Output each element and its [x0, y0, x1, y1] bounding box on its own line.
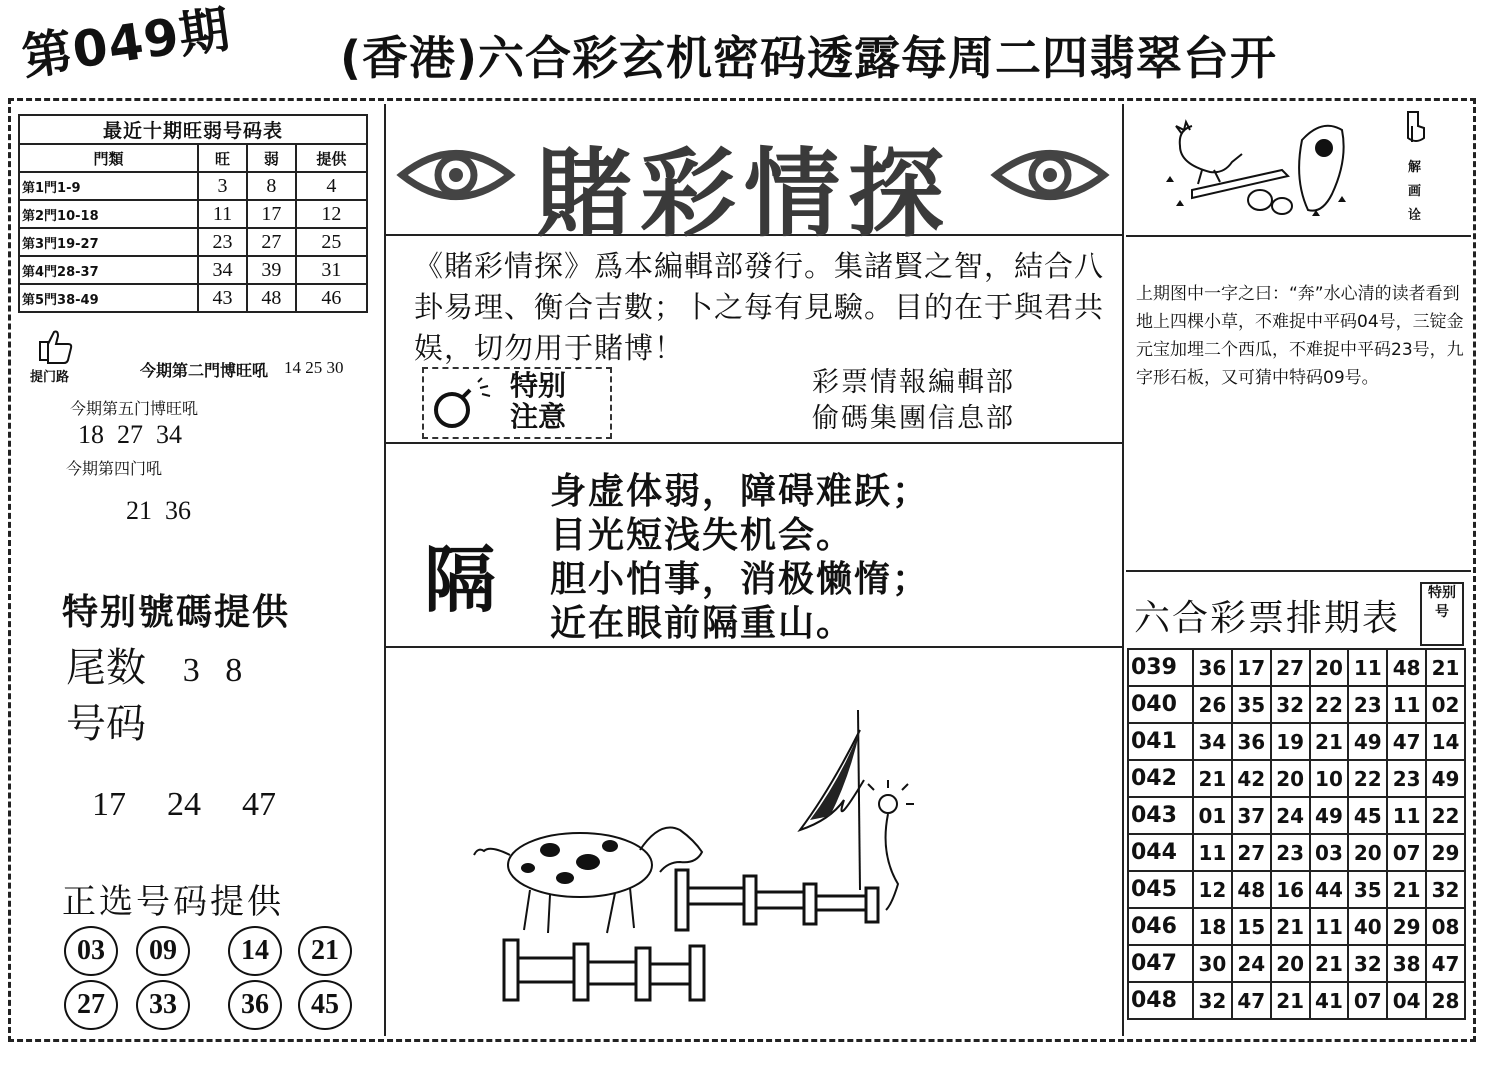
stats-column-header: 弱 [247, 144, 296, 172]
stats-gate: 第1門1-9 [19, 172, 198, 200]
thumb-icon [34, 324, 74, 364]
poem-line: 胆小怕事，消极懒惰； [550, 559, 931, 600]
schedule-issue: 048 [1128, 982, 1193, 1019]
schedule-special-number: 22 [1426, 797, 1465, 834]
schedule-number: 17 [1232, 649, 1271, 686]
schedule-row [1128, 945, 1465, 982]
stats-gate: 第5門38-49 [19, 284, 198, 312]
tail-row [66, 636, 242, 693]
schedule-number: 20 [1310, 649, 1349, 686]
schedule-row [1128, 723, 1465, 760]
schedule-number: 27 [1271, 649, 1310, 686]
number-ball: 21 [298, 926, 352, 976]
schedule-issue: 045 [1128, 871, 1193, 908]
schedule-number: 23 [1348, 686, 1387, 723]
schedule-number: 21 [1310, 945, 1349, 982]
schedule-number: 32 [1348, 945, 1387, 982]
number-ball: 09 [136, 926, 190, 976]
notice-text [510, 370, 566, 432]
tail-nums: 3 8 [182, 652, 243, 689]
schedule-number: 34 [1193, 723, 1232, 760]
notice-line1: 特别 [510, 369, 567, 402]
poem-line: 近在眼前隔重山。 [550, 603, 855, 644]
stats-row [19, 284, 367, 312]
schedule-number: 37 [1232, 797, 1271, 834]
divider-intro [384, 442, 1122, 444]
schedule-number: 01 [1193, 797, 1232, 834]
stats-provide: 25 [296, 228, 367, 256]
department-2: 偷碼集團信息部 [812, 403, 1015, 434]
schedule-number: 47 [1387, 723, 1426, 760]
poem-line: 身虚体弱，障碍难跃； [550, 471, 931, 512]
number-ball: 33 [136, 980, 190, 1030]
pig-fence-illustration [470, 690, 950, 1010]
divider-right [1122, 104, 1124, 1036]
divider-picture [1126, 235, 1471, 237]
schedule-special-number: 32 [1426, 871, 1465, 908]
stats-weak: 48 [247, 284, 296, 312]
divider-left [384, 104, 386, 1036]
schedule-number: 07 [1387, 834, 1426, 871]
stats-row [19, 228, 367, 256]
schedule-number: 29 [1387, 908, 1426, 945]
schedule-number: 27 [1232, 834, 1271, 871]
schedule-special-number: 28 [1426, 982, 1465, 1019]
schedule-number: 20 [1271, 945, 1310, 982]
number-ball: 27 [64, 980, 118, 1030]
line3-nums: 21 36 [126, 496, 191, 525]
page-title: (香港)六合彩玄机密码透露每周二四翡翠台开 [340, 31, 1278, 85]
schedule-special-label: 特别号 [1420, 582, 1464, 646]
schedule-number: 44 [1310, 871, 1349, 908]
schedule-number: 23 [1271, 834, 1310, 871]
divider-hint [1126, 570, 1471, 572]
special-number-heading: 特别號碼提供 [62, 592, 291, 633]
schedule-row [1128, 834, 1465, 871]
schedule-number: 10 [1310, 760, 1349, 797]
schedule-title: 六合彩票排期表 [1134, 598, 1401, 639]
schedule-special-number: 14 [1426, 723, 1465, 760]
schedule-row [1128, 760, 1465, 797]
schedule-number: 48 [1232, 871, 1271, 908]
schedule-number: 20 [1348, 834, 1387, 871]
stats-gate: 第4門28-37 [19, 256, 198, 284]
stats-weak: 39 [247, 256, 296, 284]
schedule-number: 41 [1310, 982, 1349, 1019]
schedule-number: 36 [1232, 723, 1271, 760]
schedule-issue: 042 [1128, 760, 1193, 797]
stats-table [18, 114, 368, 313]
line3-label: 今期第四门吼 [66, 459, 163, 478]
schedule-special-number: 21 [1426, 649, 1465, 686]
schedule-number: 36 [1193, 649, 1232, 686]
stats-row [19, 256, 367, 284]
number-ball: 45 [298, 980, 352, 1030]
issue-label: 第049期 [18, 0, 234, 87]
schedule-special-number: 08 [1426, 908, 1465, 945]
schedule-issue: 043 [1128, 797, 1193, 834]
schedule-number: 21 [1193, 760, 1232, 797]
stats-column-header: 門類 [19, 144, 198, 172]
stats-provide: 4 [296, 172, 367, 200]
line1-label: 今期第二門博旺吼 [140, 361, 269, 380]
schedule-number: 22 [1310, 686, 1349, 723]
schedule-number: 30 [1193, 945, 1232, 982]
schedule-number: 32 [1193, 982, 1232, 1019]
number-ball: 36 [228, 980, 282, 1030]
picture-caption: 解画诠 [1408, 160, 1422, 223]
stats-weak: 27 [247, 228, 296, 256]
schedule-special-number: 49 [1426, 760, 1465, 797]
schedule-number: 11 [1387, 686, 1426, 723]
schedule-number: 20 [1271, 760, 1310, 797]
eye-icon-right [990, 140, 1110, 210]
schedule-issue: 041 [1128, 723, 1193, 760]
schedule-number: 19 [1271, 723, 1310, 760]
schedule-issue: 039 [1128, 649, 1193, 686]
stats-hot: 43 [198, 284, 247, 312]
schedule-number: 40 [1348, 908, 1387, 945]
stats-provide: 46 [296, 284, 367, 312]
divider-poem [384, 646, 1122, 648]
schedule-number: 35 [1348, 871, 1387, 908]
thumb-label: 提门路 [30, 370, 70, 385]
schedule-special-number: 47 [1426, 945, 1465, 982]
schedule-number: 24 [1271, 797, 1310, 834]
schedule-number: 38 [1387, 945, 1426, 982]
schedule-issue: 047 [1128, 945, 1193, 982]
stats-column-header: 旺 [198, 144, 247, 172]
brand-name: 賭彩情探 [536, 137, 952, 250]
schedule-number: 04 [1387, 982, 1426, 1019]
schedule-issue: 046 [1128, 908, 1193, 945]
schedule-number: 22 [1348, 760, 1387, 797]
schedule-special-number: 02 [1426, 686, 1465, 723]
schedule-number: 35 [1232, 686, 1271, 723]
last-issue-hint: 上期图中一字之曰：“奔”水心清的读者看到地上四棵小草，不难捉中平码04号，三锭金元宝加埋二个西瓜，不难捉中平码23号，九字形石板，又可猜中特码09号。 [1136, 284, 1464, 388]
schedule-number: 47 [1232, 982, 1271, 1019]
schedule-number: 21 [1271, 982, 1310, 1019]
schedule-number: 42 [1232, 760, 1271, 797]
pointing-hand-icon [1402, 110, 1428, 144]
number-ball: 14 [228, 926, 282, 976]
schedule-number: 24 [1232, 945, 1271, 982]
bomb-icon [430, 376, 500, 432]
schedule-number: 26 [1193, 686, 1232, 723]
number-ball: 03 [64, 926, 118, 976]
code-label: 号码 [66, 701, 146, 747]
schedule-row [1128, 649, 1465, 686]
schedule-number: 49 [1310, 797, 1349, 834]
schedule-row [1128, 797, 1465, 834]
schedule-number: 32 [1271, 686, 1310, 723]
stats-row [19, 200, 367, 228]
schedule-number: 07 [1348, 982, 1387, 1019]
stats-hot: 23 [198, 228, 247, 256]
stats-provide: 12 [296, 200, 367, 228]
schedule-number: 15 [1232, 908, 1271, 945]
stats-hot: 3 [198, 172, 247, 200]
stats-weak: 17 [247, 200, 296, 228]
schedule-issue: 044 [1128, 834, 1193, 871]
department-1: 彩票情報編輯部 [812, 367, 1015, 398]
stats-hot: 11 [198, 200, 247, 228]
schedule-number: 49 [1348, 723, 1387, 760]
schedule-number: 12 [1193, 871, 1232, 908]
stats-gate: 第2門10-18 [19, 200, 198, 228]
schedule-number: 21 [1387, 871, 1426, 908]
riddle-character: 隔 [424, 537, 497, 622]
stats-provide: 31 [296, 256, 367, 284]
schedule-number: 45 [1348, 797, 1387, 834]
schedule-number: 11 [1387, 797, 1426, 834]
schedule-special-number: 29 [1426, 834, 1465, 871]
schedule-row [1128, 686, 1465, 723]
schedule-number: 16 [1271, 871, 1310, 908]
schedule-number: 18 [1193, 908, 1232, 945]
puzzle-picture [1152, 112, 1362, 224]
schedule-number: 11 [1348, 649, 1387, 686]
schedule-number: 11 [1193, 834, 1232, 871]
schedule-number: 21 [1271, 908, 1310, 945]
stats-row [19, 172, 367, 200]
riddle-poem [550, 470, 930, 646]
schedule-row [1128, 982, 1465, 1019]
line1-nums: 14 25 30 [284, 358, 344, 377]
stats-title: 最近十期旺弱号码表 [19, 115, 367, 144]
eye-icon-left [396, 140, 516, 210]
stats-column-header: 提供 [296, 144, 367, 172]
schedule-number: 23 [1387, 760, 1426, 797]
schedule-row [1128, 871, 1465, 908]
stats-weak: 8 [247, 172, 296, 200]
main-numbers-heading: 正选号码提供 [62, 882, 284, 922]
line2-nums: 18 27 34 [78, 420, 182, 449]
poem-line: 目光短浅失机会。 [550, 515, 855, 556]
notice-line2: 注意 [510, 400, 567, 433]
special-nums: 17 24 47 [92, 786, 276, 823]
schedule-issue: 040 [1128, 686, 1193, 723]
line2-label: 今期第五门博旺吼 [70, 399, 199, 418]
stats-gate: 第3門19-27 [19, 228, 198, 256]
schedule-number: 11 [1310, 908, 1349, 945]
schedule-row [1128, 908, 1465, 945]
intro-text: 《賭彩情探》爲本編輯部發行。集諸賢之智，結合八卦易理、衡合吉數；卜之每有見驗。目的在于與君共娱，切勿用于賭博！ [414, 249, 1105, 365]
schedule-table [1127, 648, 1466, 1020]
tail-label: 尾数 [66, 645, 146, 691]
schedule-number: 21 [1310, 723, 1349, 760]
stats-hot: 34 [198, 256, 247, 284]
schedule-number: 48 [1387, 649, 1426, 686]
schedule-number: 03 [1310, 834, 1349, 871]
